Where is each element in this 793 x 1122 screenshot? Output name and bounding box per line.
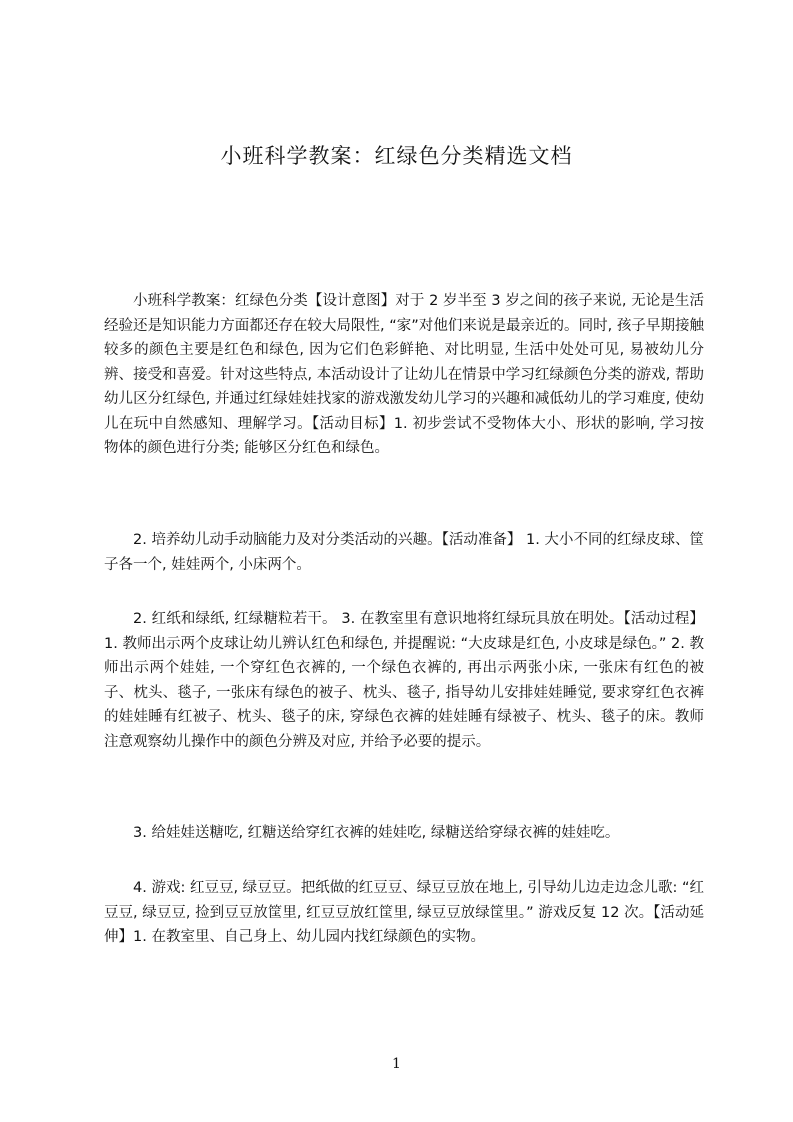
document-title: 小班科学教案：红绿色分类精选文档 bbox=[220, 144, 573, 168]
page-number: 1 bbox=[392, 1056, 401, 1072]
paragraph-process: 2. 红纸和绿纸, 红绿糖粒若干。 3. 在教室里有意识地将红绿玩具放在明处。【活动过程】1. 教师出示两个皮球让幼儿辨认红色和绿色, 并提醒说: “大皮球是红色, 小皮球是绿色。” 2. 教师出示两个娃娃, 一个穿红色衣裤的, 一个绿色衣裤的, 再出示两张小床, 一张床有红色的被子、枕头、毯子, 一张床有绿色的被子、枕头、毯子, 指导幼儿安排娃娃睡觉, 要求穿红色衣裤的娃娃睡有红被子、枕头、毯子的床, 穿绿色衣裤的娃娃睡有绿被子、枕头、毯子的床。教师注意观察幼儿操作中的颜色分辨及对应, 并给予必要的提示。 bbox=[104, 611, 704, 750]
paragraph-preparation: 2. 培养幼儿动手动脑能力及对分类活动的兴趣。【活动准备】 1. 大小不同的红绿皮球、筐子各一个, 娃娃两个, 小床两个。 bbox=[104, 532, 704, 573]
paragraph-candy: 3. 给娃娃送糖吃, 红糖送给穿红衣裤的娃娃吃, 绿糖送给穿绿衣裤的娃娃吃。 bbox=[133, 825, 620, 841]
paragraph-design-intent: 小班科学教案：红绿色分类【设计意图】对于 2 岁半至 3 岁之间的孩子来说, 无论是生活经验还是知识能力方面都还存在较大局限性, “家”对他们来说是最亲近的。同时, 孩子早期接触较多的颜色主要是红色和绿色, 因为它们色彩鲜艳、对比明显, 生活中处处可见, 易被幼儿分辨、接受和喜爱。针对这些特点, 本活动设计了让幼儿在情景中学习红绿颜色分类的游戏, 帮助幼儿区分红绿色, 并通过红绿娃娃找家的游戏激发幼儿学习的兴趣和减低幼儿的学习难度, 使幼儿在玩中自然感知、理解学习。【活动目标】1. 初步尝试不受物体大小、形状的影响, 学习按物体的颜色进行分类; 能够区分红色和绿色。 bbox=[104, 293, 704, 456]
paragraph-game-extension: 4. 游戏: 红豆豆, 绿豆豆。把纸做的红豆豆、绿豆豆放在地上, 引导幼儿边走边念儿歌: “红豆豆, 绿豆豆, 捡到豆豆放筐里, 红豆豆放红筐里, 绿豆豆放绿筐里。” 游戏反复 12 次。【活动延伸】1. 在教室里、自己身上、幼儿园内找红绿颜色的实物。 bbox=[104, 880, 704, 945]
